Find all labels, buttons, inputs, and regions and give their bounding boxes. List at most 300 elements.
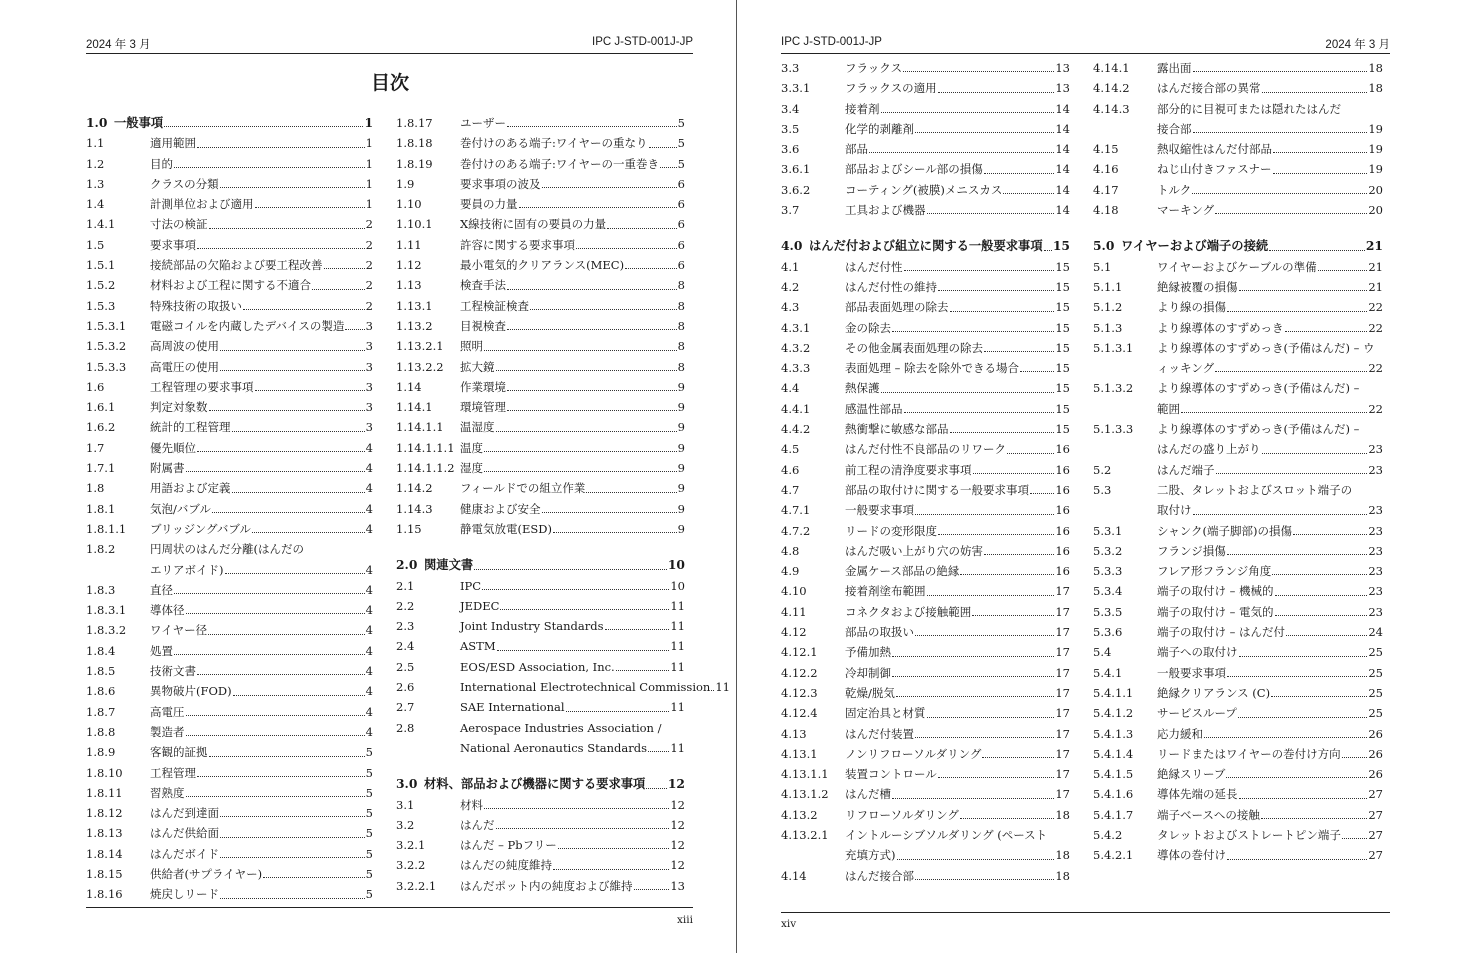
toc-entry[interactable] — [1093, 439, 1383, 459]
toc-entry-number: 1.5.3 — [86, 298, 116, 313]
toc-entry-number: 1.2 — [86, 156, 105, 171]
toc-entry-title: 拡大鏡 — [460, 359, 495, 374]
toc-entry[interactable] — [781, 480, 1070, 500]
toc-entry[interactable] — [1093, 419, 1383, 439]
toc-entry-page: 16 — [1055, 482, 1070, 497]
toc-entry[interactable] — [396, 357, 685, 377]
toc-entry[interactable] — [396, 636, 685, 656]
toc-entry[interactable] — [396, 677, 730, 697]
toc-entry[interactable] — [86, 316, 373, 336]
toc-leader-dots — [904, 270, 1055, 271]
toc-entry[interactable] — [396, 438, 685, 458]
toc-entry[interactable] — [781, 581, 1070, 601]
toc-leader-dots — [1342, 757, 1368, 758]
toc-entry-page: 9 — [677, 420, 685, 435]
toc-entry-number: 5.0 — [1093, 238, 1115, 254]
toc-entry[interactable] — [781, 724, 1070, 744]
toc-entry[interactable] — [86, 235, 373, 255]
toc-leader-dots — [881, 112, 1055, 113]
toc-entry[interactable] — [1093, 358, 1383, 378]
toc-entry-title: ワイヤー径 — [150, 623, 208, 638]
toc-entry[interactable] — [396, 336, 685, 356]
toc-entry[interactable] — [396, 876, 685, 896]
toc-entry[interactable] — [1093, 277, 1383, 297]
toc-entry[interactable] — [396, 235, 685, 255]
toc-entry[interactable] — [781, 500, 1070, 520]
toc-entry[interactable] — [781, 358, 1070, 378]
toc-entry[interactable] — [396, 478, 685, 498]
toc-leader-dots — [484, 808, 669, 809]
toc-entry[interactable] — [396, 718, 685, 738]
toc-entry[interactable] — [781, 460, 1070, 480]
toc-entry[interactable] — [781, 200, 1070, 220]
toc-entry[interactable] — [1093, 180, 1383, 200]
toc-entry-title: 部品の取付けに関する一般要求事項 — [845, 482, 1029, 497]
toc-entry[interactable] — [86, 499, 373, 519]
toc-entry[interactable] — [781, 338, 1070, 358]
toc-entry-number: 1.3 — [86, 176, 105, 191]
toc-entry-number: 5.3.1 — [1093, 523, 1123, 538]
toc-entry-page: 16 — [1055, 503, 1070, 518]
toc-entry-title: はんだ端子 — [1157, 462, 1215, 477]
toc-leader-dots — [186, 735, 365, 736]
toc-entry[interactable] — [781, 277, 1070, 297]
toc-entry[interactable] — [396, 596, 685, 616]
toc-entry[interactable] — [396, 738, 685, 758]
toc-leader-dots — [186, 796, 365, 797]
toc-leader-dots — [1238, 717, 1367, 718]
toc-entry[interactable] — [781, 845, 1070, 865]
toc-entry-title: より線の損傷 — [1157, 300, 1226, 315]
toc-entry-page: 3 — [365, 420, 373, 435]
toc-entry-number: 1.8.18 — [396, 136, 433, 151]
toc-entry-title: 範囲 — [1157, 401, 1180, 416]
toc-entry[interactable] — [396, 133, 685, 153]
toc-entry[interactable] — [781, 99, 1070, 119]
left-page-number: xiii — [677, 914, 693, 926]
toc-entry-title: サービスループ — [1157, 706, 1237, 721]
toc-entry-page: 23 — [1368, 442, 1383, 457]
toc-entry[interactable] — [781, 139, 1070, 159]
toc-entry-title: より線導体のすずめっき — [1157, 320, 1284, 335]
toc-entry-number: 4.14 — [781, 868, 807, 883]
toc-entry-title: はんだ到達面 — [150, 806, 219, 821]
toc-entry[interactable] — [86, 397, 373, 417]
toc-leader-dots — [927, 595, 1055, 596]
toc-entry[interactable] — [86, 844, 373, 864]
toc-entry[interactable] — [781, 622, 1070, 642]
toc-entry[interactable] — [86, 620, 373, 640]
toc-entry-title: 充填方式) — [845, 848, 896, 863]
toc-entry-title: 端子の取付け – 機械的 — [1157, 584, 1274, 599]
toc-entry[interactable] — [1093, 378, 1383, 398]
toc-entry-page: 23 — [1368, 584, 1383, 599]
toc-entry[interactable] — [86, 214, 373, 234]
toc-leader-dots — [1215, 213, 1367, 214]
toc-entry-number: 4.4 — [781, 381, 800, 396]
toc-entry[interactable] — [781, 78, 1070, 98]
toc-entry[interactable] — [396, 275, 685, 295]
toc-entry[interactable] — [1093, 561, 1383, 581]
toc-entry[interactable] — [86, 519, 373, 539]
toc-entry[interactable] — [396, 697, 685, 717]
toc-entry[interactable] — [86, 661, 373, 681]
toc-entry-title: 巻付けのある端子:ワイヤーの一重巻き — [460, 156, 660, 171]
toc-entry[interactable] — [396, 519, 685, 539]
toc-entry[interactable] — [396, 835, 685, 855]
toc-entry-number: 1.8.5 — [86, 664, 116, 679]
toc-entry-page: 16 — [1055, 543, 1070, 558]
toc-entry[interactable] — [396, 576, 685, 596]
toc-entry-title: 供給者(サプライヤー) — [150, 866, 263, 881]
toc-leader-dots — [1273, 173, 1368, 174]
toc-entry[interactable] — [781, 257, 1070, 277]
toc-entry[interactable] — [396, 855, 685, 875]
toc-entry-number: 4.13.2 — [781, 807, 818, 822]
toc-entry[interactable] — [781, 642, 1070, 662]
right-toc-column-1 — [781, 58, 1070, 886]
toc-leader-dots — [542, 512, 677, 513]
toc-entry[interactable] — [781, 784, 1070, 804]
toc-leader-dots — [982, 757, 1054, 758]
toc-entry[interactable] — [781, 825, 1070, 845]
toc-entry-title: ノンリフローソルダリング — [845, 746, 982, 761]
toc-entry[interactable] — [1093, 399, 1383, 419]
toc-entry[interactable] — [396, 458, 685, 478]
toc-entry-number: 4.10 — [781, 584, 807, 599]
toc-leader-dots — [1226, 777, 1367, 778]
toc-entry-title: フィールドでの組立作業 — [460, 481, 586, 496]
right-page-number: xiv — [781, 918, 797, 930]
toc-entry[interactable] — [781, 119, 1070, 139]
toc-section-entry[interactable] — [396, 774, 685, 794]
toc-entry-number: 1.8.17 — [396, 116, 433, 130]
toc-leader-dots — [197, 248, 365, 249]
toc-entry-number: 1.13 — [396, 278, 422, 293]
toc-entry[interactable] — [86, 194, 373, 214]
toc-entry-number: 1.8.10 — [86, 765, 123, 780]
toc-entry-number: 5.3.3 — [1093, 564, 1123, 579]
toc-leader-dots — [892, 331, 1054, 332]
toc-entry[interactable] — [86, 783, 373, 803]
toc-entry[interactable] — [1093, 500, 1383, 520]
toc-entry[interactable] — [86, 275, 373, 295]
toc-entry[interactable] — [781, 561, 1070, 581]
toc-entry[interactable] — [86, 763, 373, 783]
toc-entry[interactable] — [781, 602, 1070, 622]
page-divider — [736, 0, 737, 953]
toc-entry-title: より線導体のすずめっき(予備はんだ) – ウ — [1157, 340, 1375, 355]
toc-entry[interactable] — [86, 722, 373, 742]
toc-leader-dots — [1007, 453, 1054, 454]
toc-entry[interactable] — [86, 580, 373, 600]
toc-entry-page: 11 — [670, 598, 685, 613]
toc-entry[interactable] — [396, 194, 685, 214]
toc-entry-page: 6 — [677, 217, 685, 232]
toc-entry[interactable] — [86, 539, 373, 559]
toc-entry-page: 4 — [365, 623, 373, 638]
toc-entry-number: 1.10.1 — [396, 217, 433, 232]
toc-entry-page: 6 — [677, 237, 685, 252]
toc-section-entry[interactable] — [1093, 236, 1383, 256]
toc-entry-title: ねじ山付きファスナー — [1157, 162, 1272, 177]
toc-entry-page: 9 — [677, 501, 685, 516]
toc-entry[interactable] — [396, 377, 685, 397]
toc-entry[interactable] — [396, 316, 685, 336]
toc-entry-page: 21 — [1368, 259, 1383, 274]
toc-entry-page: 11 — [670, 700, 685, 715]
toc-entry[interactable] — [1093, 845, 1383, 865]
toc-entry-number: 3.4 — [781, 101, 800, 116]
toc-entry-page: 6 — [677, 258, 685, 273]
toc-entry[interactable] — [1093, 541, 1383, 561]
toc-entry[interactable] — [86, 681, 373, 701]
toc-entry[interactable] — [396, 174, 685, 194]
toc-entry[interactable] — [86, 133, 373, 153]
toc-entry-page: 27 — [1368, 827, 1383, 842]
left-toc-column-2 — [396, 113, 730, 896]
toc-entry[interactable] — [1093, 200, 1383, 220]
toc-entry-page: 21 — [1365, 238, 1383, 254]
toc-entry[interactable] — [86, 702, 373, 722]
toc-leader-dots — [605, 629, 670, 630]
toc-entry-page: 17 — [1055, 746, 1070, 761]
toc-section-entry[interactable] — [396, 555, 685, 575]
toc-entry[interactable] — [1093, 622, 1383, 642]
toc-entry[interactable] — [781, 58, 1070, 78]
toc-entry-title: 二股、タレットおよびスロット端子の — [1157, 482, 1353, 497]
toc-entry[interactable] — [86, 823, 373, 843]
toc-leader-dots — [484, 451, 677, 452]
toc-entry[interactable] — [781, 419, 1070, 439]
toc-entry-title: 目的 — [150, 156, 173, 171]
toc-entry-title: 目視検査 — [460, 318, 506, 333]
toc-entry[interactable] — [1093, 119, 1383, 139]
toc-spacer — [781, 220, 1070, 236]
toc-leader-dots — [646, 788, 667, 789]
toc-entry[interactable] — [1093, 297, 1383, 317]
toc-entry-page: 17 — [1055, 706, 1070, 721]
toc-entry-page: 12 — [667, 776, 685, 792]
toc-entry[interactable] — [86, 803, 373, 823]
toc-entry[interactable] — [396, 657, 685, 677]
toc-leader-dots — [1193, 132, 1368, 133]
toc-entry[interactable] — [1093, 805, 1383, 825]
toc-entry-page: 5 — [677, 136, 685, 151]
toc-entry[interactable] — [86, 255, 373, 275]
toc-entry[interactable] — [86, 377, 373, 397]
toc-entry-number: 1.8.12 — [86, 806, 123, 821]
toc-entry[interactable] — [1093, 602, 1383, 622]
toc-entry[interactable] — [1093, 58, 1383, 78]
toc-entry[interactable] — [781, 318, 1070, 338]
toc-entry-number: 1.5.3.1 — [86, 318, 127, 333]
toc-entry[interactable] — [86, 864, 373, 884]
toc-entry[interactable] — [1093, 521, 1383, 541]
toc-entry-title: 一般事項 — [114, 115, 164, 130]
toc-entry[interactable] — [86, 600, 373, 620]
toc-entry[interactable] — [1093, 642, 1383, 662]
toc-entry-title: JEDEC — [460, 598, 500, 613]
toc-entry-title: 熱衝撃に敏感な部品 — [845, 422, 949, 437]
toc-entry-number: 5.3.4 — [1093, 584, 1123, 599]
toc-entry-number: 1.8.4 — [86, 643, 116, 658]
toc-entry-page: 4 — [365, 603, 373, 618]
toc-entry-number: 1.13.2.1 — [396, 339, 444, 354]
toc-entry[interactable] — [1093, 744, 1383, 764]
toc-entry-page: 4 — [365, 704, 373, 719]
toc-leader-dots — [186, 471, 365, 472]
toc-entry[interactable] — [86, 154, 373, 174]
toc-entry[interactable] — [781, 180, 1070, 200]
toc-leader-dots — [212, 512, 365, 513]
toc-entry[interactable] — [1093, 338, 1383, 358]
toc-entry-number: 1.5.3.3 — [86, 359, 127, 374]
toc-entry[interactable] — [86, 884, 373, 904]
toc-entry[interactable] — [781, 866, 1070, 886]
toc-entry[interactable] — [396, 616, 685, 636]
toc-entry[interactable] — [86, 560, 373, 580]
toc-entry[interactable] — [781, 159, 1070, 179]
toc-entry[interactable] — [86, 742, 373, 762]
toc-leader-dots — [1227, 311, 1367, 312]
toc-leader-dots — [484, 471, 677, 472]
toc-entry[interactable] — [396, 214, 685, 234]
toc-entry[interactable] — [396, 296, 685, 316]
toc-entry-number: 3.5 — [781, 121, 800, 136]
toc-leader-dots — [960, 574, 1054, 575]
toc-entry-page: 6 — [677, 197, 685, 212]
toc-entry[interactable] — [86, 641, 373, 661]
toc-entry[interactable] — [781, 521, 1070, 541]
toc-entry-title: 判定対象数 — [150, 400, 208, 415]
toc-entry-number: 5.4 — [1093, 645, 1112, 660]
toc-entry[interactable] — [396, 499, 685, 519]
toc-entry[interactable] — [1093, 257, 1383, 277]
toc-entry[interactable] — [1093, 139, 1383, 159]
toc-entry-number: 1.14.2 — [396, 481, 433, 496]
toc-entry-page: 21 — [1368, 279, 1383, 294]
toc-entry[interactable] — [1093, 460, 1383, 480]
toc-entry[interactable] — [86, 174, 373, 194]
toc-leader-dots — [938, 92, 1055, 93]
toc-entry-title: はんだの純度維持 — [460, 858, 552, 873]
toc-leader-dots — [927, 213, 1055, 214]
toc-entry[interactable] — [86, 336, 373, 356]
toc-entry[interactable] — [781, 764, 1070, 784]
right-header-rule — [781, 53, 1390, 54]
toc-entry-number: 4.0 — [781, 238, 803, 254]
toc-entry[interactable] — [1093, 78, 1383, 98]
toc-entry-page: 17 — [1055, 767, 1070, 782]
toc-entry[interactable] — [1093, 703, 1383, 723]
toc-entry[interactable] — [396, 255, 685, 275]
toc-entry[interactable] — [396, 154, 685, 174]
toc-leader-dots — [984, 351, 1054, 352]
toc-entry[interactable] — [86, 417, 373, 437]
toc-entry-number: 1.7.1 — [86, 461, 116, 476]
toc-entry-title: 絶縁スリーブ — [1157, 767, 1226, 782]
toc-entry[interactable] — [781, 744, 1070, 764]
toc-entry-page: 25 — [1368, 645, 1383, 660]
toc-leader-dots — [648, 751, 669, 752]
toc-entry-title: 優先順位 — [150, 440, 196, 455]
toc-entry[interactable] — [396, 795, 685, 815]
toc-entry-number: 3.2.2 — [396, 858, 426, 873]
toc-entry[interactable] — [86, 438, 373, 458]
toc-entry[interactable] — [1093, 784, 1383, 804]
toc-entry[interactable] — [781, 663, 1070, 683]
toc-leader-dots — [174, 593, 365, 594]
toc-entry-number: 4.13.1.1 — [781, 767, 829, 782]
toc-entry[interactable] — [1093, 683, 1383, 703]
toc-entry[interactable] — [781, 378, 1070, 398]
toc-entry[interactable] — [86, 458, 373, 478]
toc-entry[interactable] — [396, 417, 685, 437]
toc-entry-number: 1.14.1 — [396, 400, 433, 415]
toc-leader-dots — [1044, 250, 1052, 251]
toc-entry[interactable] — [86, 357, 373, 377]
toc-entry[interactable] — [781, 805, 1070, 825]
toc-entry-number: 4.9 — [781, 564, 800, 579]
toc-entry-number: 5.4.1.1 — [1093, 685, 1134, 700]
toc-entry[interactable] — [396, 397, 685, 417]
toc-section-entry[interactable] — [86, 113, 373, 133]
toc-entry[interactable] — [781, 703, 1070, 723]
toc-entry[interactable] — [1093, 724, 1383, 744]
toc-entry[interactable] — [1093, 159, 1383, 179]
toc-entry[interactable] — [1093, 99, 1383, 119]
toc-section-entry[interactable] — [781, 236, 1070, 256]
toc-entry-number: 5.4.1.5 — [1093, 767, 1134, 782]
toc-leader-dots — [186, 613, 365, 614]
toc-title: 目次 — [370, 72, 409, 94]
toc-entry-page: 15 — [1055, 320, 1070, 335]
toc-entry-page: 23 — [1368, 564, 1383, 579]
toc-entry-title: フランジ損傷 — [1157, 543, 1226, 558]
toc-entry-title: ワイヤーおよび端子の接続 — [1121, 238, 1269, 254]
toc-entry[interactable] — [1093, 764, 1383, 784]
toc-entry-page: 2 — [365, 217, 373, 232]
toc-entry[interactable] — [781, 683, 1070, 703]
toc-entry[interactable] — [1093, 581, 1383, 601]
toc-entry-number: 3.2.1 — [396, 838, 426, 853]
toc-entry-title: 関連文書 — [424, 557, 474, 573]
toc-entry[interactable] — [396, 113, 685, 133]
toc-entry[interactable] — [781, 297, 1070, 317]
toc-entry-title: 化学的剥離剤 — [845, 121, 914, 136]
toc-entry[interactable] — [86, 296, 373, 316]
toc-entry[interactable] — [781, 399, 1070, 419]
toc-entry-number: 1.5.1 — [86, 258, 116, 273]
toc-leader-dots — [209, 228, 365, 229]
toc-entry[interactable] — [1093, 480, 1383, 500]
toc-entry[interactable] — [781, 541, 1070, 561]
toc-entry[interactable] — [1093, 318, 1383, 338]
toc-entry-title: 取付け — [1157, 503, 1192, 518]
toc-entry[interactable] — [396, 815, 685, 835]
toc-entry[interactable] — [1093, 663, 1383, 683]
toc-entry-page: 15 — [1055, 300, 1070, 315]
toc-entry-number: 4.13.1 — [781, 746, 818, 761]
toc-entry-page: 12 — [670, 817, 685, 832]
right-toc-column-2 — [1093, 58, 1383, 866]
toc-entry[interactable] — [1093, 825, 1383, 845]
toc-entry-title: 計測単位および適用 — [150, 197, 254, 212]
toc-leader-dots — [1227, 859, 1367, 860]
toc-entry[interactable] — [86, 478, 373, 498]
toc-entry[interactable] — [781, 439, 1070, 459]
